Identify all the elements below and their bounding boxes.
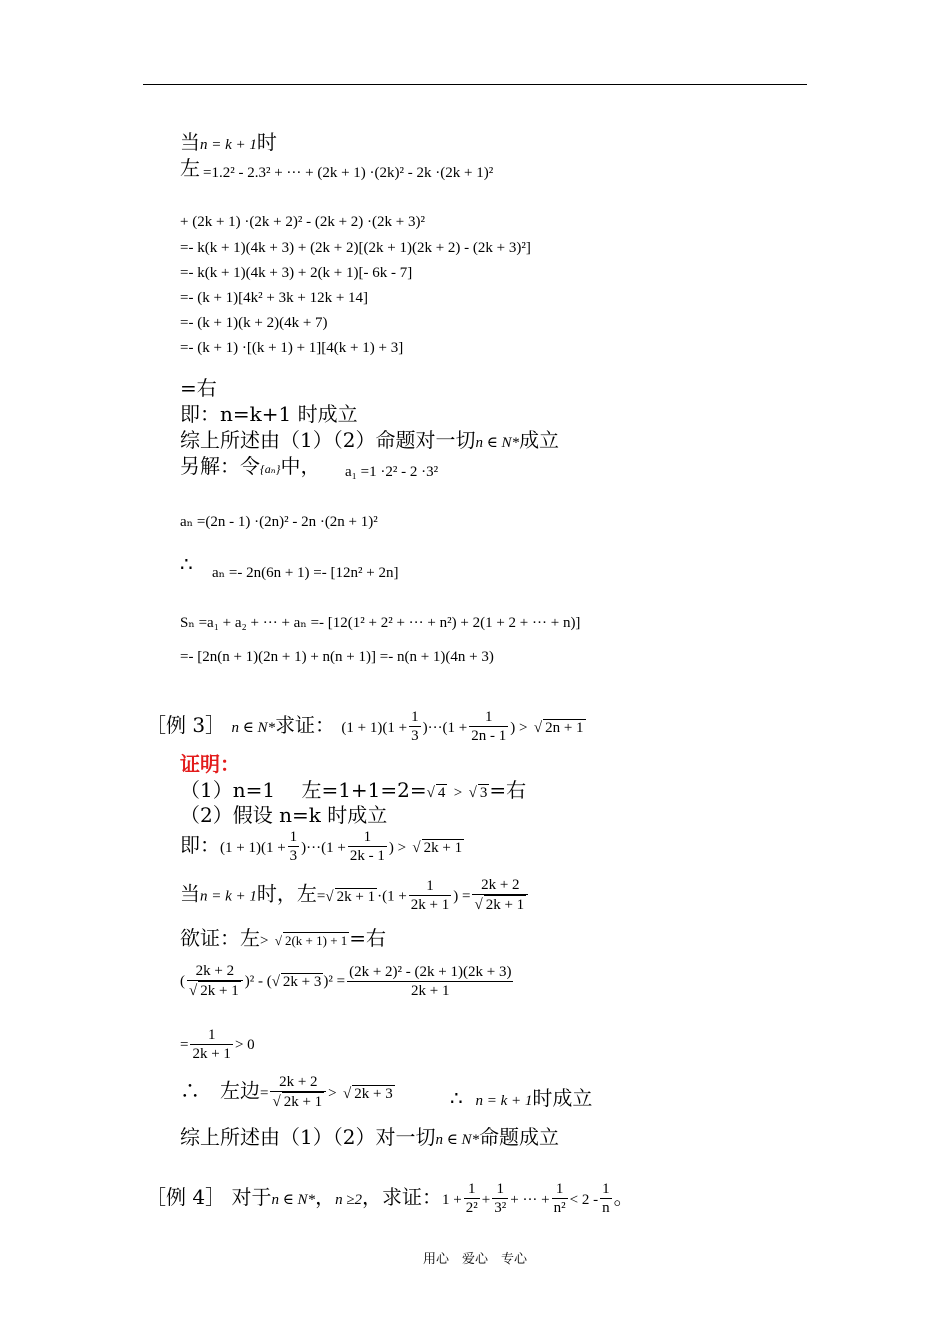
label: ［例 3］ [146, 713, 226, 737]
text: 中， [280, 454, 321, 478]
eq-line-3: + (2k + 1) ·(2k + 2)² - (2k + 2) ·(2k + 3)² [180, 214, 425, 230]
num: 1 [469, 708, 508, 727]
text: 时 [256, 130, 277, 154]
num: (2k + 2)² - (2k + 1)(2k + 3) [349, 963, 512, 980]
text: ，求证： [362, 1185, 443, 1209]
proof-n-k1 [180, 876, 530, 914]
fraction [187, 962, 243, 1000]
num: 2k + 2 [472, 876, 528, 895]
num: 1 [348, 828, 387, 847]
header-rule [143, 84, 807, 85]
math: n ∈ N* [271, 1192, 316, 1208]
math: n ∈ N* [231, 720, 276, 736]
line-when-n-k1 [180, 126, 277, 155]
den: √ 2k + 1 [474, 897, 525, 913]
text: 。 [613, 1185, 634, 1209]
line-conclusion-1 [180, 424, 559, 453]
sqrt: √ 3 [468, 785, 488, 801]
eq-line-5: =- k(k + 1)(4k + 3) + 2(k + 1)[- 6k - 7] [180, 265, 413, 281]
radicand: 3 [479, 785, 488, 801]
fraction [288, 828, 300, 865]
fraction [464, 1180, 480, 1217]
proof-therefore-2 [450, 1082, 592, 1111]
math: ) > [510, 720, 528, 736]
line-n-k1-holds: 即：n=k+1 时成立 [180, 402, 358, 426]
sqrt: √ 2k + 3 [343, 1085, 393, 1102]
fraction [469, 708, 508, 745]
num: 1 [190, 1026, 232, 1045]
text: 左 [180, 156, 200, 180]
therefore-1: ∴ [180, 552, 193, 576]
sqrt: √ 2(k + 1) + 1 [274, 933, 348, 948]
math: > [328, 1085, 337, 1102]
text: ∴ 左边 [180, 1078, 260, 1103]
math: = [316, 888, 326, 905]
label: ［例 4］ 对于 [146, 1185, 272, 1209]
example-3 [146, 708, 586, 745]
math: > 0 [234, 1037, 255, 1053]
math: )···(1 + [301, 840, 346, 856]
math: n = k + 1 [200, 888, 257, 905]
den: n² [553, 1200, 566, 1216]
math: n ≥2 [335, 1192, 363, 1208]
sqrt: √ 4 [426, 785, 446, 801]
math: + [481, 1192, 491, 1208]
line-eq-right: =右 [180, 376, 217, 400]
math: < 2 - [569, 1192, 599, 1208]
math: ·(1 + [377, 888, 407, 905]
proof-assume [180, 828, 464, 865]
eq-sn-result: =- [2n(n + 1)(2n + 1) + n(n + 1)] =- n(n + 1)(4n + 3) [180, 649, 494, 665]
text: 当 [180, 130, 200, 154]
text: 成立 [519, 428, 560, 452]
den: 3 [289, 848, 298, 864]
radicand: 2k + 3 [282, 973, 322, 990]
radicand: 2n + 1 [545, 720, 584, 736]
eq-line-6: =- (k + 1)[4k² + 3k + 12k + 14] [180, 290, 369, 306]
radicand: 2k + 1 [283, 1094, 323, 1110]
fraction [600, 1180, 612, 1217]
math: + ··· + [510, 1192, 550, 1208]
num: 1 [411, 709, 419, 725]
text: ， [315, 1185, 336, 1209]
eq-a1: a₁ =1 ·2² - 2 ·3² [345, 464, 439, 480]
radicand: 2k + 1 [336, 888, 376, 905]
proof-conclusion [180, 1121, 559, 1150]
radicand: 2k + 3 [354, 1085, 393, 1102]
math: ) > [388, 840, 407, 856]
sqrt: √ 2k + 1 [412, 840, 463, 856]
eq-line-7: =- (k + 1)(k + 2)(4k + 7) [180, 315, 328, 331]
den: 2k + 1 [410, 896, 450, 913]
math: = [260, 1085, 269, 1102]
den: 2n - 1 [471, 728, 507, 744]
radicand: 2k + 1 [485, 897, 525, 913]
math: > [260, 933, 269, 949]
radicand: 2(k + 1) + 1 [284, 933, 348, 948]
radicand: 4 [437, 785, 446, 801]
math: n ∈ N* [475, 435, 520, 451]
line-left [180, 152, 200, 181]
den: 2k + 1 [192, 1046, 231, 1062]
math: n = k + 1 [475, 1093, 533, 1109]
math: n ∈ N* [435, 1132, 480, 1148]
text: 另解：令 [180, 454, 260, 478]
text: 求证： [275, 713, 336, 737]
math: n = k + 1 [200, 137, 257, 153]
math: ( [180, 973, 185, 990]
text: =右 [349, 926, 387, 950]
proof-want [180, 922, 386, 951]
text: 即： [180, 833, 220, 857]
proof-heading: 证明： [180, 752, 240, 776]
radicand: 2k + 1 [200, 983, 239, 999]
math: )···(1 + [422, 720, 468, 736]
line-alt-solution [180, 450, 320, 479]
math: )² = [323, 973, 346, 990]
text: 时成立 [532, 1086, 593, 1110]
num: 1 [492, 1180, 508, 1199]
fraction [348, 828, 387, 865]
page-footer: 用心 爱心 专心 [422, 1252, 527, 1267]
den: √ 2k + 1 [189, 983, 239, 999]
den: 3² [494, 1200, 507, 1216]
fraction [347, 963, 513, 1000]
math: (1 + 1)(1 + [220, 840, 286, 856]
text: 时，左 [256, 881, 317, 906]
eq-an: aₙ =(2n - 1) ·(2n)² - 2n ·(2n + 1)² [180, 514, 378, 530]
text: 欲证：左 [180, 926, 260, 950]
den: √ 2k + 1 [272, 1094, 323, 1110]
num: 1 [409, 877, 451, 896]
math: )² - ( [244, 973, 272, 990]
text: 综上所述由（1）（2）对一切 [180, 1125, 436, 1149]
text: =右 [489, 778, 527, 802]
num: 2k + 2 [187, 962, 243, 981]
math: 1 + [442, 1192, 462, 1208]
radicand: 2k + 1 [423, 840, 463, 856]
fraction [409, 877, 451, 914]
proof-difference [180, 962, 515, 1000]
num: 1 [602, 1181, 610, 1197]
eq-sn: Sₙ =a₁ + a₂ + ··· + aₙ =- [12(1² + 2² + ··· + n²) + 2(1 + 2 + ··· + n)] [180, 615, 581, 631]
proof-positive [180, 1026, 255, 1063]
proof-step-2: （2）假设 n=k 时成立 [180, 803, 388, 827]
proof-therefore [180, 1073, 395, 1111]
den: 2k - 1 [349, 848, 385, 864]
den: 3 [411, 728, 419, 744]
fraction [190, 1026, 232, 1063]
math: (1 + 1)(1 + [341, 720, 408, 736]
text: ∴ [450, 1086, 463, 1110]
den: n [602, 1200, 610, 1216]
math: > [453, 785, 463, 801]
fraction [552, 1180, 568, 1217]
eq-line-4: =- k(k + 1)(4k + 3) + (2k + 2)[(2k + 1)(2k + 2) - (2k + 3)²] [180, 240, 531, 256]
den: 2k + 1 [411, 982, 450, 999]
math: ) = [453, 888, 471, 905]
text: 当 [180, 881, 200, 906]
sqrt: √ 2k + 1 [325, 888, 376, 905]
num: 1 [289, 829, 298, 845]
num: 1 [552, 1180, 568, 1199]
text: （1）n=1 左=1+1=2= [180, 778, 427, 802]
sqrt: √ 2k + 3 [271, 973, 322, 990]
eq-left-sum: =1.2² - 2.3² + ··· + (2k + 1) ·(2k)² - 2k ·(2k + 1)² [203, 165, 494, 181]
num: 1 [464, 1180, 480, 1199]
num: 2k + 2 [270, 1073, 326, 1092]
fraction [492, 1180, 508, 1217]
math: {aₙ} [260, 462, 281, 476]
fraction [409, 708, 421, 745]
math: = [180, 1037, 189, 1053]
example-4 [146, 1180, 634, 1217]
eq-line-8: =- (k + 1) ·[(k + 1) + 1][4(k + 1) + 3] [180, 340, 404, 356]
fraction [472, 876, 528, 914]
fraction [270, 1073, 326, 1111]
text: 命题成立 [479, 1125, 560, 1149]
eq-an-simplified: aₙ =- 2n(6n + 1) =- [12n² + 2n] [212, 565, 399, 581]
sqrt: √ 2n + 1 [533, 720, 584, 736]
den: 2² [465, 1200, 478, 1216]
text: 综上所述由（1）（2）命题对一切 [180, 428, 476, 452]
